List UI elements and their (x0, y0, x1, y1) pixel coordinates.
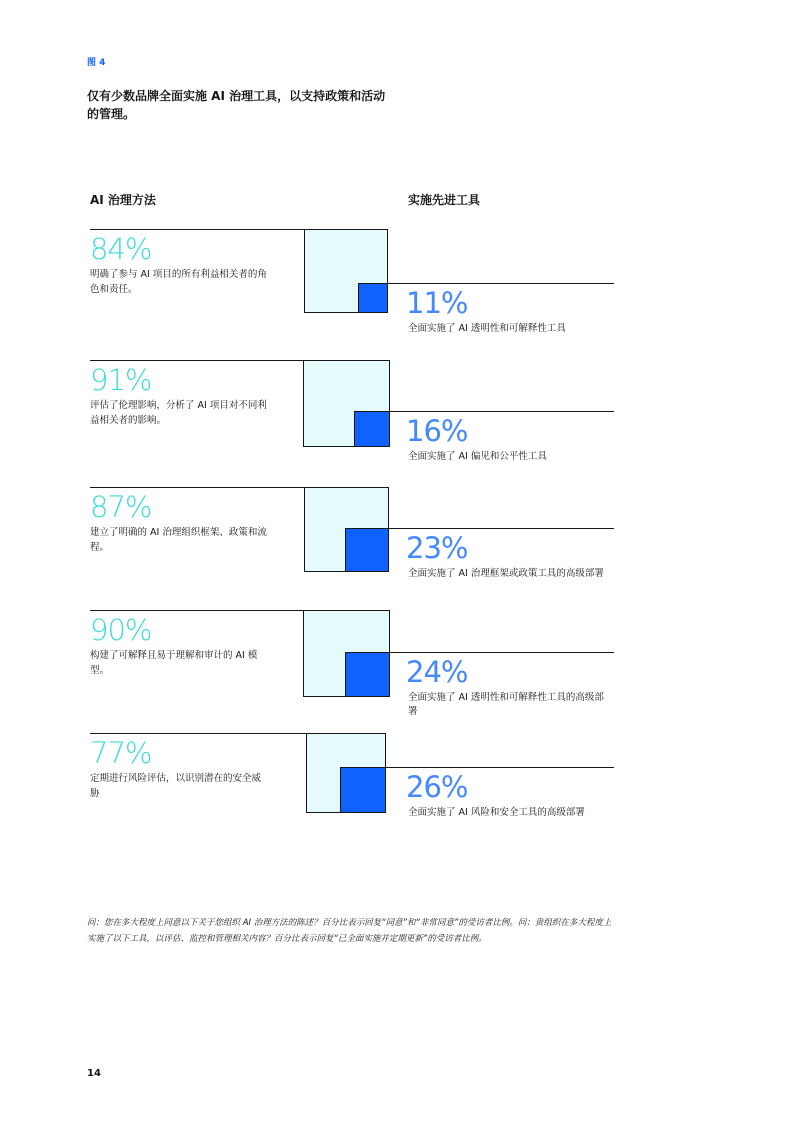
tool-line (345, 528, 614, 529)
approach-description: 建立了明确的 AI 治理组织框架、政策和流程。 (90, 527, 267, 553)
tool-value: 26% (406, 770, 468, 804)
approach-value: 90% (90, 613, 152, 647)
tool-line (358, 283, 614, 284)
tool-line (345, 652, 614, 653)
tool-square (345, 652, 390, 697)
right-column-header: 实施先进工具 (408, 193, 481, 207)
tool-description: 全面实施了 AI 透明性和可解释性工具的高级部署 (408, 692, 604, 717)
footnote: 问：您在多大程度上同意以下关于您组织 AI 治理方法的陈述？百分比表示回复“同意”和“非常同意”的受访者比例。问：贵组织在多大程度上实施了以下工具，以评估、监控和管理相关内容？百分比表示回复“已全面实施并定期更新”的受访者比例。 (87, 918, 612, 944)
tool-description: 全面实施了 AI 透明性和可解释性工具 (408, 323, 566, 334)
tool-square (358, 283, 388, 313)
approach-description: 评估了伦理影响，分析了 AI 项目对不同利益相关者的影响。 (90, 400, 267, 426)
tool-value: 11% (406, 286, 468, 320)
figure-title: 仅有少数品牌全面实施 AI 治理工具，以支持政策和活动的管理。 (87, 89, 386, 121)
approach-value: 84% (90, 232, 152, 266)
approach-description: 明确了参与 AI 项目的所有利益相关者的角色和责任。 (90, 269, 267, 295)
approach-description: 定期进行风险评估，以识别潜在的安全威胁 (90, 773, 262, 799)
tool-description: 全面实施了 AI 治理框架或政策工具的高级部署 (408, 568, 604, 579)
approach-value: 91% (90, 363, 152, 397)
tool-square (354, 411, 390, 447)
approach-description: 构建了可解释且易于理解和审计的 AI 模型。 (90, 650, 258, 676)
tool-value: 16% (406, 414, 468, 448)
left-column-header: AI 治理方法 (90, 193, 156, 207)
tool-description: 全面实施了 AI 风险和安全工具的高级部署 (408, 807, 585, 818)
tool-square (345, 528, 389, 572)
figure-label: 图 4 (87, 58, 106, 68)
tool-line (354, 411, 614, 412)
approach-value: 87% (90, 490, 152, 524)
tool-value: 23% (406, 531, 468, 565)
approach-value: 77% (90, 736, 152, 770)
tool-value: 24% (406, 655, 468, 689)
page-number: 14 (87, 1068, 101, 1079)
tool-description: 全面实施了 AI 偏见和公平性工具 (408, 451, 547, 462)
tool-line (340, 767, 614, 768)
tool-square (340, 767, 386, 813)
